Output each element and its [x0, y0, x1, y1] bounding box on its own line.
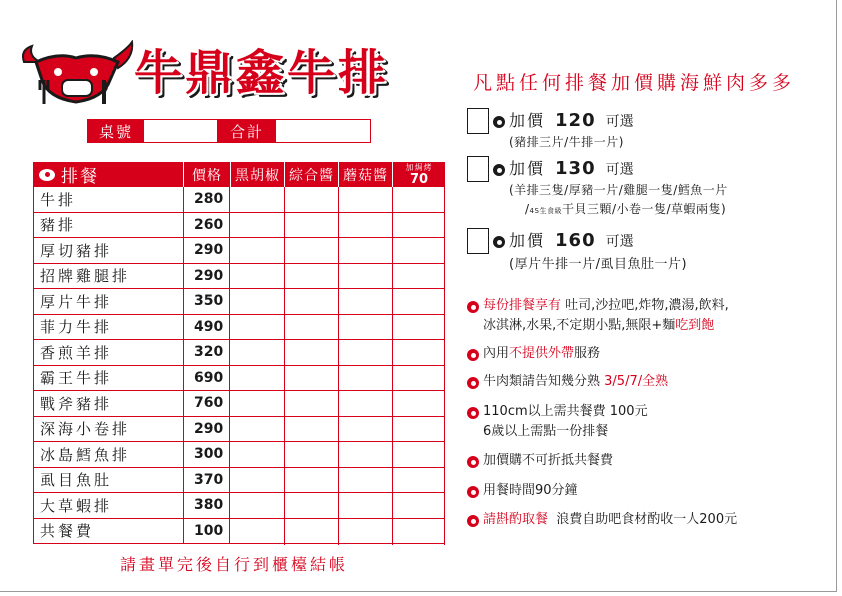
rule-buffet-items: 冰淇淋,水果,不定期小點,無限+麵	[483, 318, 676, 333]
header-mixed-sauce: 綜合醬	[284, 162, 338, 187]
menu-row[interactable]	[33, 493, 445, 519]
rule-buffet-all-you-can-eat: 吃到飽	[675, 318, 715, 333]
bullet-icon	[467, 377, 479, 389]
addon-detail-line2	[525, 200, 726, 217]
menu-item-name: 大草蝦排	[33, 493, 183, 518]
rule-buffet-text: 吐司,沙拉吧,炸物,濃湯,飲料,	[561, 298, 729, 313]
menu-row[interactable]	[33, 264, 445, 290]
addon-label: 加價	[509, 231, 546, 250]
bullet-icon	[467, 456, 479, 468]
menu-item-name: 共餐費	[33, 519, 183, 544]
menu-item-name: 霸王牛排	[33, 366, 183, 391]
rule-doneness-options: 3/5/7/全熟	[604, 374, 669, 389]
rule-doneness-text: 牛肉類請告知幾分熟	[483, 374, 605, 389]
order-ticket-bar	[87, 119, 371, 143]
header-add-bbq	[392, 162, 445, 187]
checkbox[interactable]	[467, 156, 489, 182]
bullet-icon	[493, 164, 505, 176]
bullet-icon	[467, 349, 479, 361]
header-mushroom-sauce: 蘑菇醬	[338, 162, 392, 187]
rule-child-text: 6歲以上需點一份排餐	[483, 424, 609, 439]
menu-item-name: 冰島鱈魚排	[33, 442, 183, 467]
menu-row[interactable]	[33, 315, 445, 341]
menu-item-price: 290	[183, 264, 230, 289]
addon-detail: (豬排三片/牛排一片)	[509, 135, 624, 149]
menu-item-price: 290	[183, 238, 230, 263]
menu-row[interactable]	[33, 468, 445, 494]
menu-item-price: 320	[183, 340, 230, 365]
bullet-icon	[467, 407, 479, 419]
checkbox[interactable]	[467, 108, 489, 134]
menu-item-name: 香煎羊排	[33, 340, 183, 365]
bbq-price: 70	[409, 171, 429, 187]
rule-dine-in-post: 服務	[574, 346, 601, 361]
addon-option: 可選	[605, 234, 634, 250]
rule-no-offset-text: 加價購不可折抵共餐費	[483, 453, 614, 468]
checkbox[interactable]	[467, 228, 489, 254]
detail-grade: 4S生食級	[529, 207, 562, 215]
header-price: 價格	[183, 162, 230, 187]
rule-no-takeout: 不提供外帶	[509, 346, 575, 361]
menu-title: 排餐	[61, 167, 99, 187]
menu-item-name: 牛排	[33, 187, 183, 212]
menu-row[interactable]	[33, 391, 445, 417]
menu-item-price: 260	[183, 213, 230, 238]
rule-dine-in-pre: 內用	[483, 346, 510, 361]
brand-logo	[18, 40, 398, 110]
addon-label: 加價	[509, 111, 546, 130]
promo-title: 凡點任何排餐加價購海鮮肉多多	[473, 72, 796, 94]
menu-row[interactable]	[33, 340, 445, 366]
menu-row[interactable]	[33, 519, 445, 545]
bull-head-fork-logo-icon	[18, 40, 136, 108]
bbq-label: 加焗烤	[405, 162, 433, 172]
bullet-icon	[493, 116, 505, 128]
checkout-note: 請畫單完後自行到櫃檯結帳	[120, 555, 349, 574]
menu-item-name: 招牌雞腿排	[33, 264, 183, 289]
menu-header-title	[33, 162, 183, 187]
addon-amount: 120	[555, 110, 596, 131]
border-right	[836, 0, 837, 592]
menu-item-price: 280	[183, 187, 230, 212]
menu-item-price: 690	[183, 366, 230, 391]
bullet-icon	[39, 169, 55, 181]
menu-item-price: 370	[183, 468, 230, 493]
menu-item-name: 豬排	[33, 213, 183, 238]
total-label: 合計	[218, 120, 276, 142]
menu-row[interactable]	[33, 187, 445, 213]
rule-buffet-highlight: 每份排餐享有	[483, 298, 562, 313]
border-bottom	[0, 591, 837, 592]
rule-waste-text: 浪費自助吧食材酌收一人200元	[556, 512, 738, 527]
addon-option: 可選	[605, 114, 634, 130]
menu-item-price: 100	[183, 519, 230, 544]
menu-item-name: 厚片牛排	[33, 289, 183, 314]
menu-rows	[33, 187, 445, 544]
rule-shared-fee-text: 110cm以上需共餐費 100元	[483, 404, 648, 419]
menu-item-name: 戰斧豬排	[33, 391, 183, 416]
menu-row[interactable]	[33, 417, 445, 443]
menu-item-price: 290	[183, 417, 230, 442]
menu-item-price: 760	[183, 391, 230, 416]
header-black-pepper: 黑胡椒	[230, 162, 284, 187]
table-number-field[interactable]	[144, 120, 218, 142]
addon-label: 加價	[509, 159, 546, 178]
bullet-icon	[467, 515, 479, 527]
addon-detail: (羊排三隻/厚豬一片/雞腿一隻/鱈魚一片	[509, 183, 728, 197]
menu-row[interactable]	[33, 366, 445, 392]
menu-item-price: 490	[183, 315, 230, 340]
bullet-icon	[467, 301, 479, 313]
menu-item-name: 菲力牛排	[33, 315, 183, 340]
bullet-icon	[467, 486, 479, 498]
menu-item-name: 深海小卷排	[33, 417, 183, 442]
addon-detail: (厚片牛排一片/虱目魚肚一片)	[509, 257, 688, 272]
rule-waste-highlight: 請斟酌取餐	[483, 512, 549, 527]
menu-item-price: 380	[183, 493, 230, 518]
addon-amount: 160	[555, 230, 596, 251]
detail-text: 干貝三顆/小卷一隻/草蝦兩隻)	[561, 202, 727, 216]
menu-item-name: 虱目魚肚	[33, 468, 183, 493]
menu-row[interactable]	[33, 213, 445, 239]
addon-option: 可選	[605, 162, 634, 178]
menu-item-name: 厚切豬排	[33, 238, 183, 263]
detail-prefix: /	[525, 202, 530, 216]
rule-time-limit-text: 用餐時間90分鐘	[483, 483, 578, 498]
menu-item-price: 350	[183, 289, 230, 314]
steak-menu-grid	[33, 162, 445, 545]
bullet-icon	[493, 236, 505, 248]
addon-amount: 130	[555, 158, 596, 179]
total-field[interactable]	[276, 120, 370, 142]
menu-row[interactable]	[33, 238, 445, 264]
table-number-label: 桌號	[88, 120, 144, 142]
brand-name: 牛鼎鑫牛排	[134, 45, 390, 101]
menu-item-price: 300	[183, 442, 230, 467]
menu-row[interactable]	[33, 289, 445, 315]
menu-row[interactable]	[33, 442, 445, 468]
